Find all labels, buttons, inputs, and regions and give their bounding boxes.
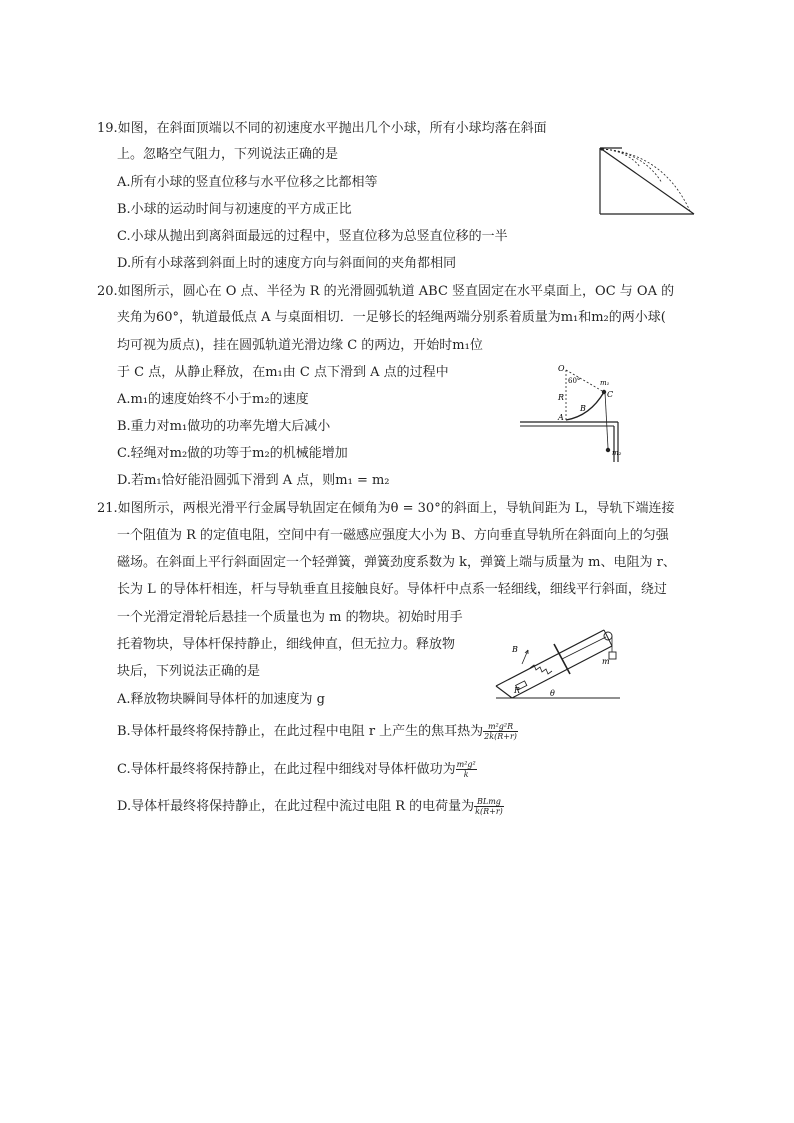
q21-option-c-denominator: k xyxy=(463,770,469,779)
rope xyxy=(605,392,608,448)
q19-option-d: D.所有小球落到斜面上时的速度方向与斜面间的夹角都相同 xyxy=(117,256,457,271)
q19-stem-line1: 19.如图，在斜面顶端以不同的初速度水平抛出几个小球，所有小球均落在斜面 xyxy=(97,121,547,136)
q21-option-d-denominator: k(R+r) xyxy=(475,807,503,816)
label-r: R xyxy=(558,393,565,402)
q21-option-c-text: C.导体杆最终将保持静止，在此过程中细线对导体杆做功为 xyxy=(117,762,456,777)
q20-arc-track-figure xyxy=(518,360,628,464)
trajectory-1 xyxy=(602,149,640,167)
q19-option-c: C.小球从抛出到离斜面最远的过程中，竖直位移为总竖直位移的一半 xyxy=(117,229,508,244)
q21-option-d-text: D.导体杆最终将保持静止，在此过程中流过电阻 R 的电荷量为 xyxy=(117,799,475,814)
label-theta: θ xyxy=(550,689,555,698)
q21-option-b-text: B.导体杆最终将保持静止，在此过程中电阻 r 上产生的焦耳热为 xyxy=(117,724,484,739)
rail-bottom-connector xyxy=(496,686,512,698)
q21-option-b-numerator: m²g²R xyxy=(483,722,518,732)
q21-stem-line7: 块后，下列说法正确的是 xyxy=(117,664,261,679)
launch-ball xyxy=(600,147,603,150)
q21-option-c-fraction xyxy=(456,760,477,779)
q20-stem-line2: 夹角为60°，轨道最低点 A 与桌面相切．一足够长的轻绳两端分别系着质量为m₁和m₂的两小球( xyxy=(117,310,666,325)
field-arrow-b xyxy=(522,650,528,664)
q21-option-d xyxy=(117,797,504,816)
ball-m2 xyxy=(606,448,610,452)
ball-m1 xyxy=(602,390,606,394)
q21-option-c-numerator: m²g² xyxy=(456,760,476,769)
q20-stem-line1: 20.如图所示，圆心在 O 点、半径为 R 的光滑圆弧轨道 ABC 竖直固定在水平桌面上，OC 与 OA 的 xyxy=(97,284,675,299)
q21-option-d-fraction xyxy=(474,797,504,816)
q21-option-b-denominator: 2k(R+r) xyxy=(484,732,517,741)
label-o: O xyxy=(558,364,565,373)
q21-option-b-fraction xyxy=(483,722,518,741)
rail-lower xyxy=(512,646,612,698)
q21-stem-line3: 磁场。在斜面上平行斜面固定一个轻弹簧，弹簧劲度系数为 k，弹簧上端与质量为 m、电阻为 r、 xyxy=(117,555,676,570)
q20-option-c: C.轻绳对m₂做的功等于m₂的机械能增加 xyxy=(117,446,348,461)
incline-slope xyxy=(600,148,694,214)
label-a: A xyxy=(558,413,564,422)
q21-stem-line6: 托着物块，导体杆保持静止，细线伸直，但无拉力。释放物 xyxy=(117,637,456,652)
q21-rail-figure xyxy=(492,624,624,704)
q21-stem-line2: 一个阻值为 R 的定值电阻，空间中有一磁感应强度大小为 B、方向垂直导轨所在斜面向上的匀强 xyxy=(117,528,669,543)
label-m-block: m xyxy=(602,657,610,666)
label-r-resistor: R xyxy=(514,686,521,695)
q20-option-a: A.m₁的速度始终不小于m₂的速度 xyxy=(117,392,309,407)
label-m2: m₂ xyxy=(612,449,622,457)
q20-stem-line3: 均可视为质点)，挂在圆弧轨道光滑边缘 C 的两边，开始时m₁位 xyxy=(117,338,483,353)
q20-option-b: B.重力对m₁做功的功率先增大后减小 xyxy=(117,419,331,434)
label-b: B xyxy=(580,404,586,413)
q19-incline-figure xyxy=(598,145,698,217)
q21-stem-line4: 长为 L 的导体杆相连，杆与导轨垂直且接触良好。导体杆中点系一轻细线，细线平行斜面，绕过 xyxy=(117,582,667,597)
q20-stem-line4: 于 C 点，从静止释放，在m₁由 C 点下滑到 A 点的过程中 xyxy=(117,365,449,380)
q21-stem-line1: 21.如图所示，两根光滑平行金属导轨固定在倾角为θ = 30°的斜面上，导轨间距为 L，导轨下端连接 xyxy=(97,501,675,516)
label-m1: m₁ xyxy=(600,379,610,387)
label-c: C xyxy=(607,390,614,399)
q20-option-d: D.若m₁恰好能沿圆弧下滑到 A 点，则m₁ = m₂ xyxy=(117,473,390,488)
q21-option-c xyxy=(117,760,477,779)
block-m xyxy=(609,652,616,659)
label-angle: 60° xyxy=(568,377,581,385)
q21-stem-line5: 一个光滑定滑轮后悬挂一个质量也为 m 的物块。初始时用手 xyxy=(117,610,463,625)
q19-option-a: A.所有小球的竖直位移与水平位移之比都相等 xyxy=(117,175,378,190)
q19-option-b: B.小球的运动时间与初速度的平方成正比 xyxy=(117,202,352,217)
q21-option-b xyxy=(117,722,518,741)
q21-option-d-numerator: BLmg xyxy=(474,797,504,807)
q19-stem-line2: 上。忽略空气阻力，下列说法正确的是 xyxy=(117,147,339,162)
q21-option-a: A.释放物块瞬间导体杆的加速度为 g xyxy=(117,692,325,707)
trajectory-2 xyxy=(602,149,662,183)
label-b-field: B xyxy=(512,645,518,654)
